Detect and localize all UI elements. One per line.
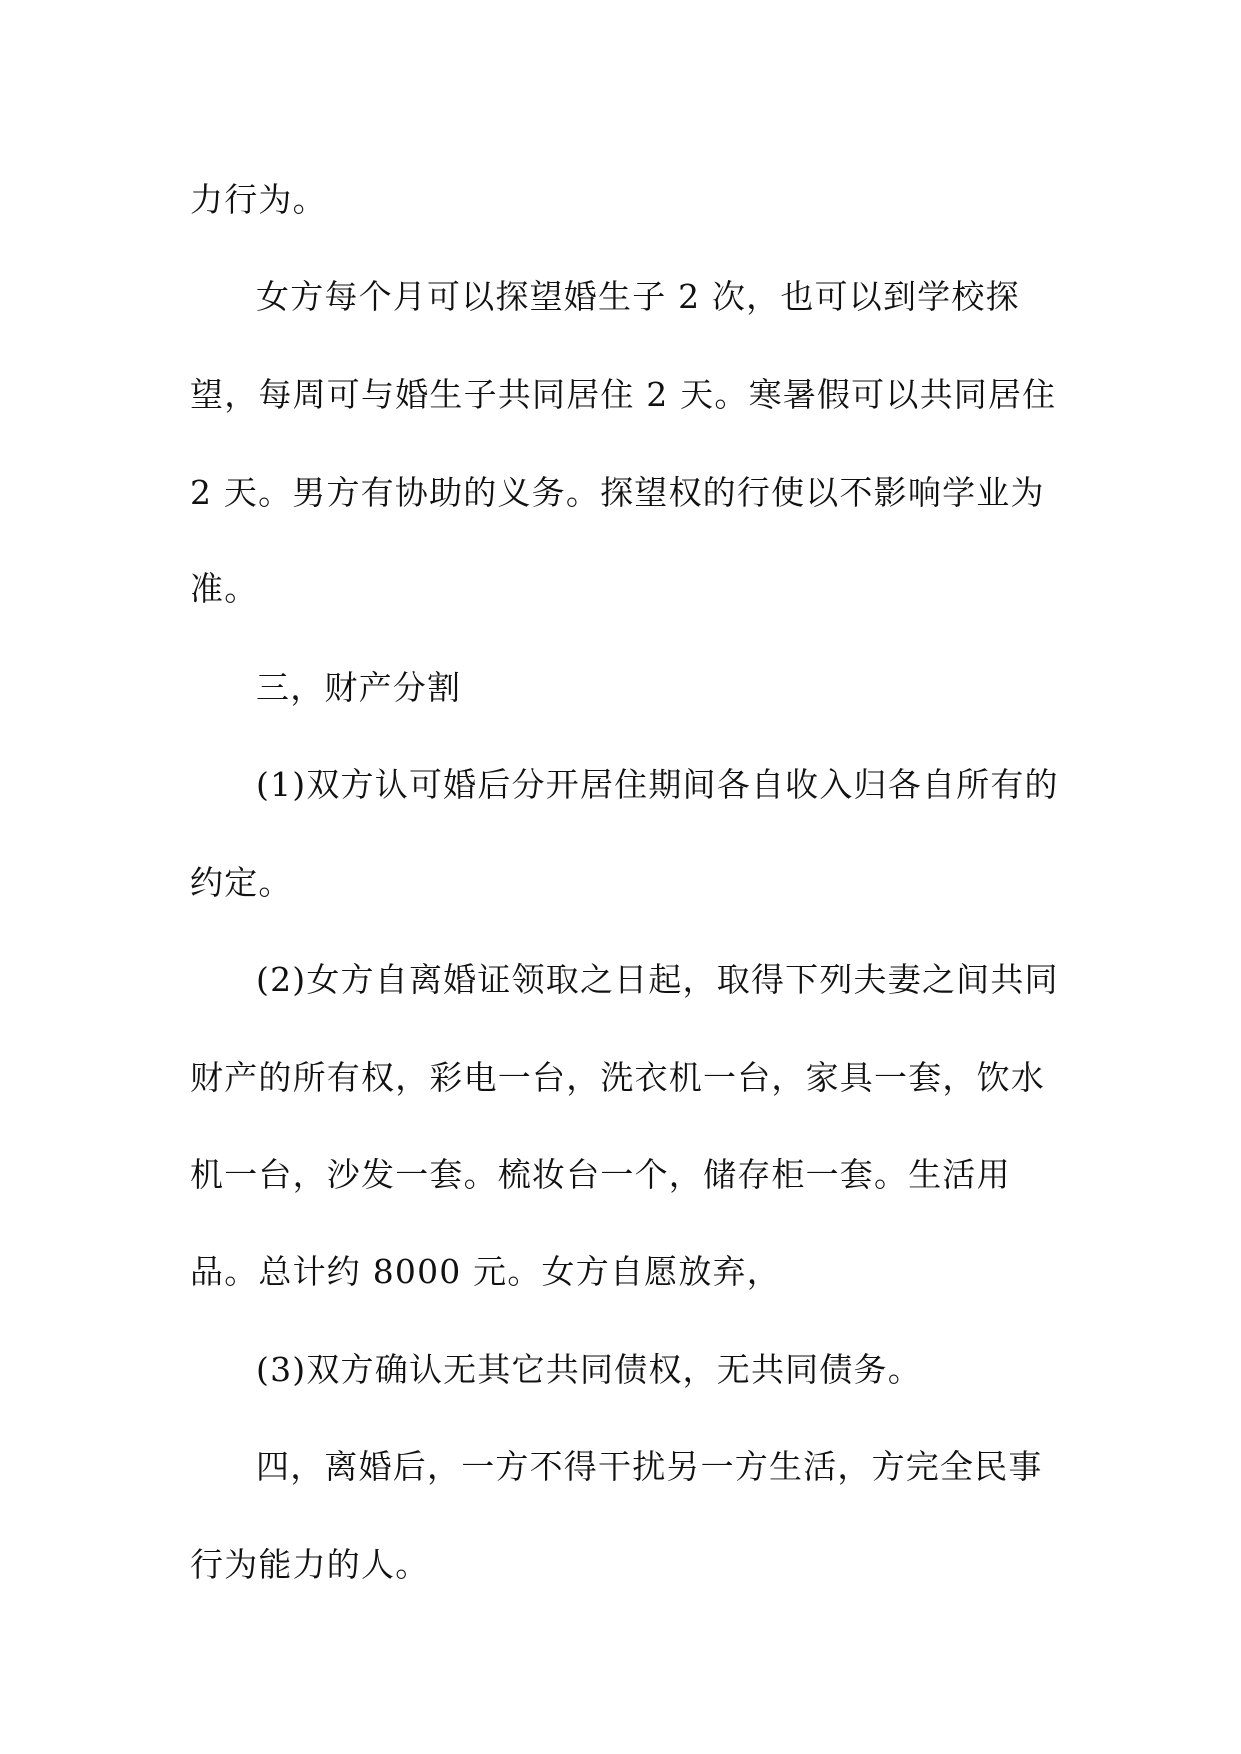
text-line: 2 天。男方有协助的义务。探望权的行使以不影响学业为	[190, 473, 1045, 512]
clause-3: (3)双方确认无其它共同债权，无共同债务。	[256, 1350, 922, 1389]
clause-1: (1)双方认可婚后分开居住期间各自收入归各自所有的	[256, 765, 1059, 804]
text-line: 机一台，沙发一套。梳妆台一个，储存柜一套。生活用	[190, 1155, 1011, 1194]
text-line: 财产的所有权，彩电一台，洗衣机一台，家具一套，饮水	[190, 1058, 1045, 1097]
text-line: 准。	[190, 569, 259, 608]
text-line: 行为能力的人。	[190, 1545, 430, 1584]
section-four: 四，离婚后，一方不得干扰另一方生活，方完全民事	[256, 1447, 1043, 1486]
text-line: 品。总计约 8000 元。女方自愿放弃，	[190, 1252, 781, 1291]
paragraph-visitation: 女方每个月可以探望婚生子 2 次，也可以到学校探	[256, 277, 1020, 316]
section-heading-property: 三，财产分割	[256, 668, 462, 707]
text-line: 力行为。	[190, 180, 327, 219]
clause-2: (2)女方自离婚证领取之日起，取得下列夫妻之间共同	[256, 960, 1059, 999]
text-line: 约定。	[190, 863, 293, 902]
text-line: 望，每周可与婚生子共同居住 2 天。寒暑假可以共同居住	[190, 375, 1057, 414]
